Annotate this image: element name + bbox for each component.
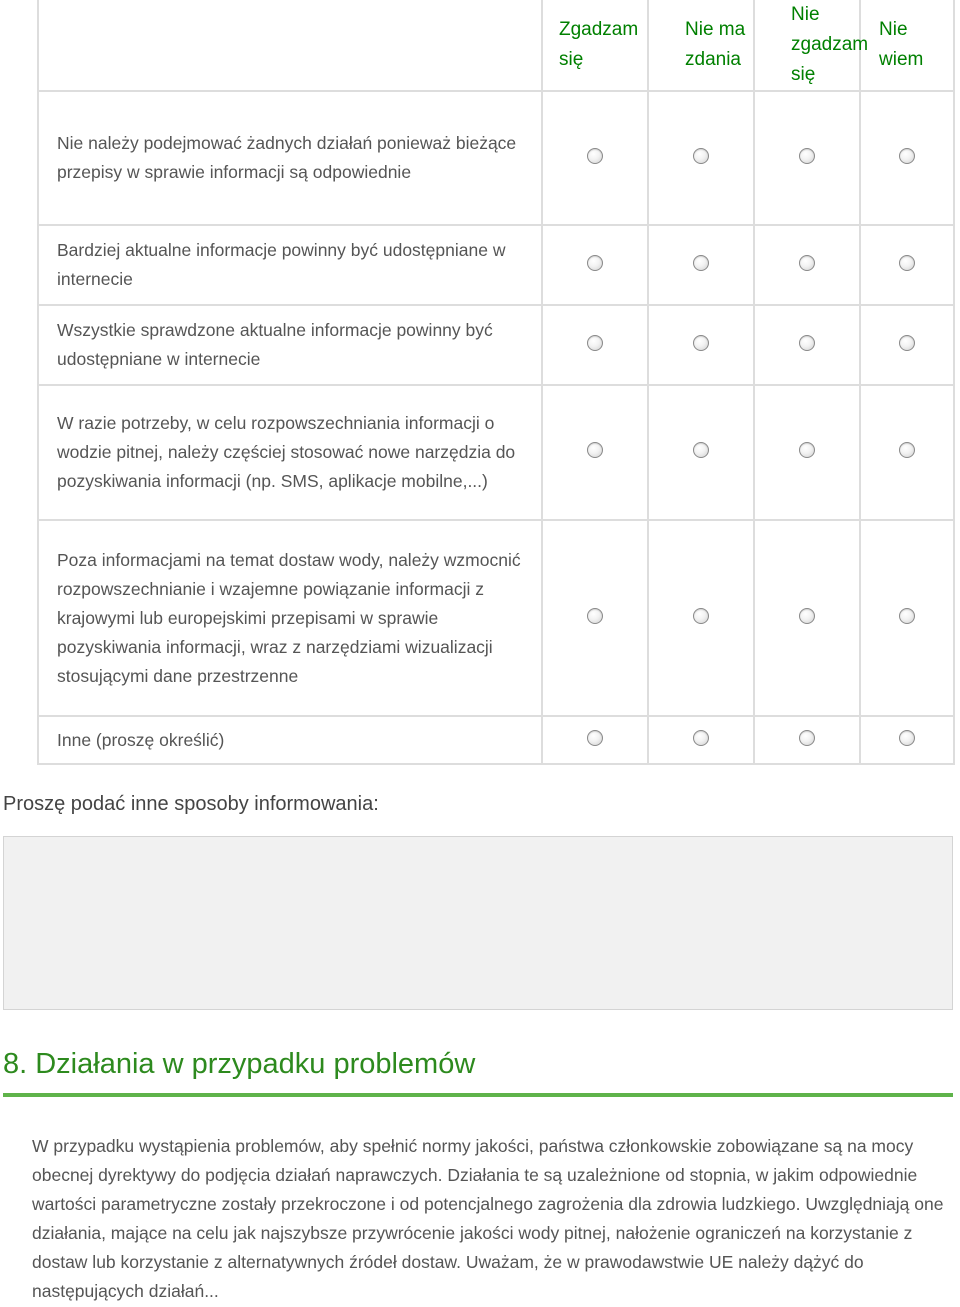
row-label: Wszystkie sprawdzone aktualne informacje powinny być udostępniane w internecie [38,305,542,385]
section-divider [3,1093,953,1097]
table-row [38,91,954,225]
column-header-disagree: Nie zgadzam się [754,0,860,91]
row-label: Poza informacjami na temat dostaw wody, należy wzmocnić rozpowszechnianie i wzajemne powiązanie informacji z krajowymi lub europejskimi przepisami w sprawie pozyskiwania informacji, wraz z narzędziami wizualizacji stosującymi dane przestrzenne [38,520,542,716]
radio-no-opinion[interactable] [693,608,709,624]
column-header-no-opinion: Nie ma zdania [648,0,754,91]
radio-dont-know[interactable] [899,730,915,746]
radio-agree[interactable] [587,442,603,458]
radio-disagree[interactable] [799,608,815,624]
radio-disagree[interactable] [799,442,815,458]
radio-no-opinion[interactable] [693,730,709,746]
radio-no-opinion[interactable] [693,442,709,458]
row-label: Inne (proszę określić) [38,716,542,764]
radio-agree[interactable] [587,608,603,624]
radio-disagree[interactable] [799,148,815,164]
other-methods-textarea[interactable] [3,836,953,1010]
radio-agree[interactable] [587,730,603,746]
radio-agree[interactable] [587,255,603,271]
radio-dont-know[interactable] [899,335,915,351]
radio-dont-know[interactable] [899,255,915,271]
row-label: Nie należy podejmować żadnych działań ponieważ bieżące przepisy w sprawie informacji są odpowiednie [38,91,542,225]
radio-disagree[interactable] [799,255,815,271]
grid-header-row [38,0,954,91]
table-row [38,225,954,305]
table-row [38,385,954,520]
radio-dont-know[interactable] [899,608,915,624]
radio-agree[interactable] [587,148,603,164]
radio-agree[interactable] [587,335,603,351]
table-row [38,305,954,385]
likert-grid [37,0,955,765]
table-row [38,716,954,764]
radio-no-opinion[interactable] [693,255,709,271]
table-row [38,520,954,716]
radio-dont-know[interactable] [899,148,915,164]
section-intro: W przypadku wystąpienia problemów, aby spełnić normy jakości, państwa członkowskie zobowiązane są na mocy obecnej dyrektywy do podjęcia działań naprawczych. Działania te są uzależnione od stopnia, w jakim odpowiednie wartości parametryczne zostały przekroczone i od potencjalnego zagrożenia dla zdrowia ludzkiego. Uwzględniają one działania, mające na celu jak najszybsze przywrócenie jakości wody pitnej, nałożenie ograniczeń na korzystanie z dostaw lub korzystanie z alternatywnych źródeł dostaw. Uważam, że w prawodawstwie UE należy dążyć do następujących działań... [32,1136,944,1301]
section-title: 8. Działania w przypadku problemów [3,1048,476,1080]
column-header-agree: Zgadzam się [542,0,648,91]
radio-no-opinion[interactable] [693,335,709,351]
radio-dont-know[interactable] [899,442,915,458]
column-header-dont-know: Nie wiem [860,0,954,91]
radio-disagree[interactable] [799,730,815,746]
radio-no-opinion[interactable] [693,148,709,164]
row-label: W razie potrzeby, w celu rozpowszechniania informacji o wodzie pitnej, należy częściej stosować nowe narzędzia do pozyskiwania informacji (np. SMS, aplikacje mobilne,...) [38,385,542,520]
grid-corner [38,0,542,91]
other-methods-label: Proszę podać inne sposoby informowania: [3,793,379,815]
radio-disagree[interactable] [799,335,815,351]
row-label: Bardziej aktualne informacje powinny być udostępniane w internecie [38,225,542,305]
